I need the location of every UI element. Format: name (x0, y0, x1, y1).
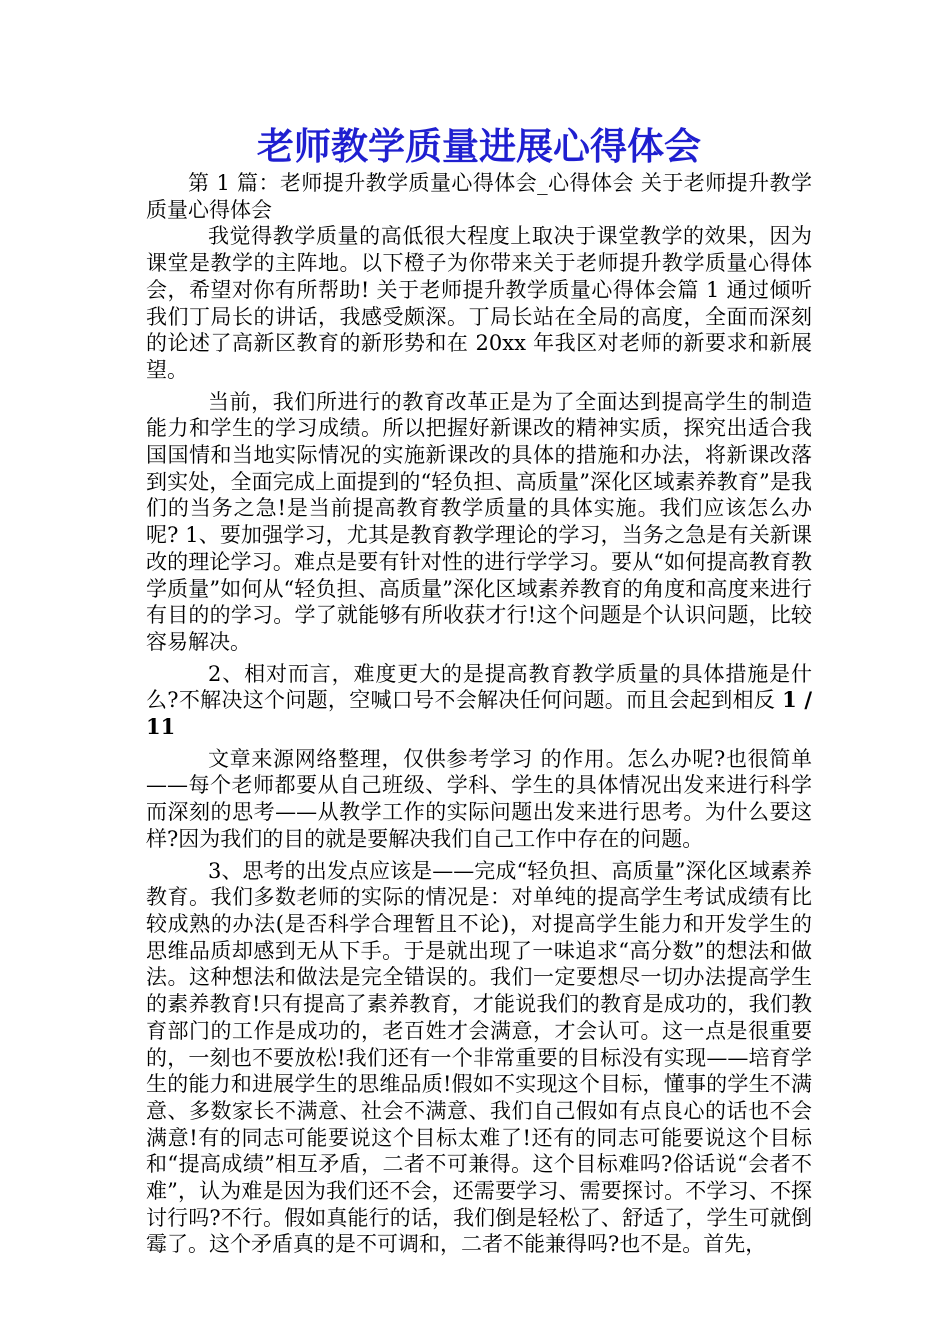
paragraph-3-text: 2、相对而言，难度更大的是提高教育教学质量的具体措施是什么?不解决这个问题，空喊口号不会解决任何问题。而且会起到相反 (146, 661, 812, 713)
paragraph-1: 我觉得教学质量的高低很大程度上取决于课堂教学的效果，因为课堂是教学的主阵地。以下橙子为你带来关于老师提升教学质量心得体会，希望对你有所帮助! 关于老师提升教学质量心得体会篇 1 通过倾听我们丁局长的讲话，我感受颇深。丁局长站在全局的高度，全面而深刻的论述了高新区教育的新形势和在 20xx 年我区对老师的新要求和新展望。 (146, 224, 812, 382)
paragraph-4: 文章来源网络整理，仅供参考学习 的作用。怎么办呢?也很简单——每个老师都要从自己班级、学科、学生的具体情况出发来进行科学而深刻的思考——从教学工作的实际问题出发来进行思考。为什么要这样?因为我们的目的就是要解决我们自己工作中存在的问题。 (146, 746, 812, 851)
paragraph-3 (146, 661, 812, 741)
page-number: 1 / 11 (146, 687, 812, 740)
paragraph-2: 当前，我们所进行的教育改革正是为了全面达到提高学生的制造能力和学生的学习成绩。所以把握好新课改的精神实质，探究出适合我国国情和当地实际情况的实施新课改的具体的措施和办法，将新课改落到实处，全面完成上面提到的“轻负担、高质量”深化区域素养教育”是我们的当务之急!是当前提高教育教学质量的具体实施。我们应该怎么办呢? 1、要加强学习，尤其是教育教学理论的学习，当务之急是有关新课改的理论学习。难点是要有针对性的进行学学习。要从“如何提高教育教学质量”如何从“轻负担、高质量”深化区域素养教育的角度和高度来进行有目的的学习。学了就能够有所收获才行!这个问题是个认识问题，比较容易解决。 (146, 389, 812, 654)
section-heading: 第 1 篇：老师提升教学质量心得体会_心得体会 关于老师提升教学质量心得体会 (146, 171, 812, 222)
document-page (146, 122, 812, 1258)
document-title: 老师教学质量进展心得体会 (257, 124, 701, 168)
paragraph-5: 3、思考的出发点应该是——完成“轻负担、高质量”深化区域素养教育。我们多数老师的实际的情况是：对单纯的提高学生考试成绩有比较成熟的办法(是否科学合理暂且不论)，对提高学生能力和开发学生的思维品质却感到无从下手。于是就出现了一味追求“高分数”的想法和做法。这种想法和做法是完全错误的。我们一定要想尽一切办法提高学生的素养教育!只有提高了素养教育，才能说我们的教育是成功的，我们教育部门的工作是成功的，老百姓才会满意，才会认可。这一点是很重要的，一刻也不要放松!我们还有一个非常重要的目标没有实现——培育学生的能力和进展学生的思维品质!假如不实现这个目标，懂事的学生不满意、多数家长不满意、社会不满意、我们自己假如有点良心的话也不会满意!有的同志可能要说这个目标太难了!还有的同志可能要说这个目标和“提高成绩”相互矛盾，二者不可兼得。这个目标难吗?俗话说“会者不难”，认为难是因为我们还不会，还需要学习、需要探讨。不学习、不探讨行吗?不行。假如真能行的话，我们倒是轻松了、舒适了，学生可就倒霉了。这个矛盾真的是不可调和，二者不能兼得吗?也不是。首先， (146, 858, 812, 1257)
